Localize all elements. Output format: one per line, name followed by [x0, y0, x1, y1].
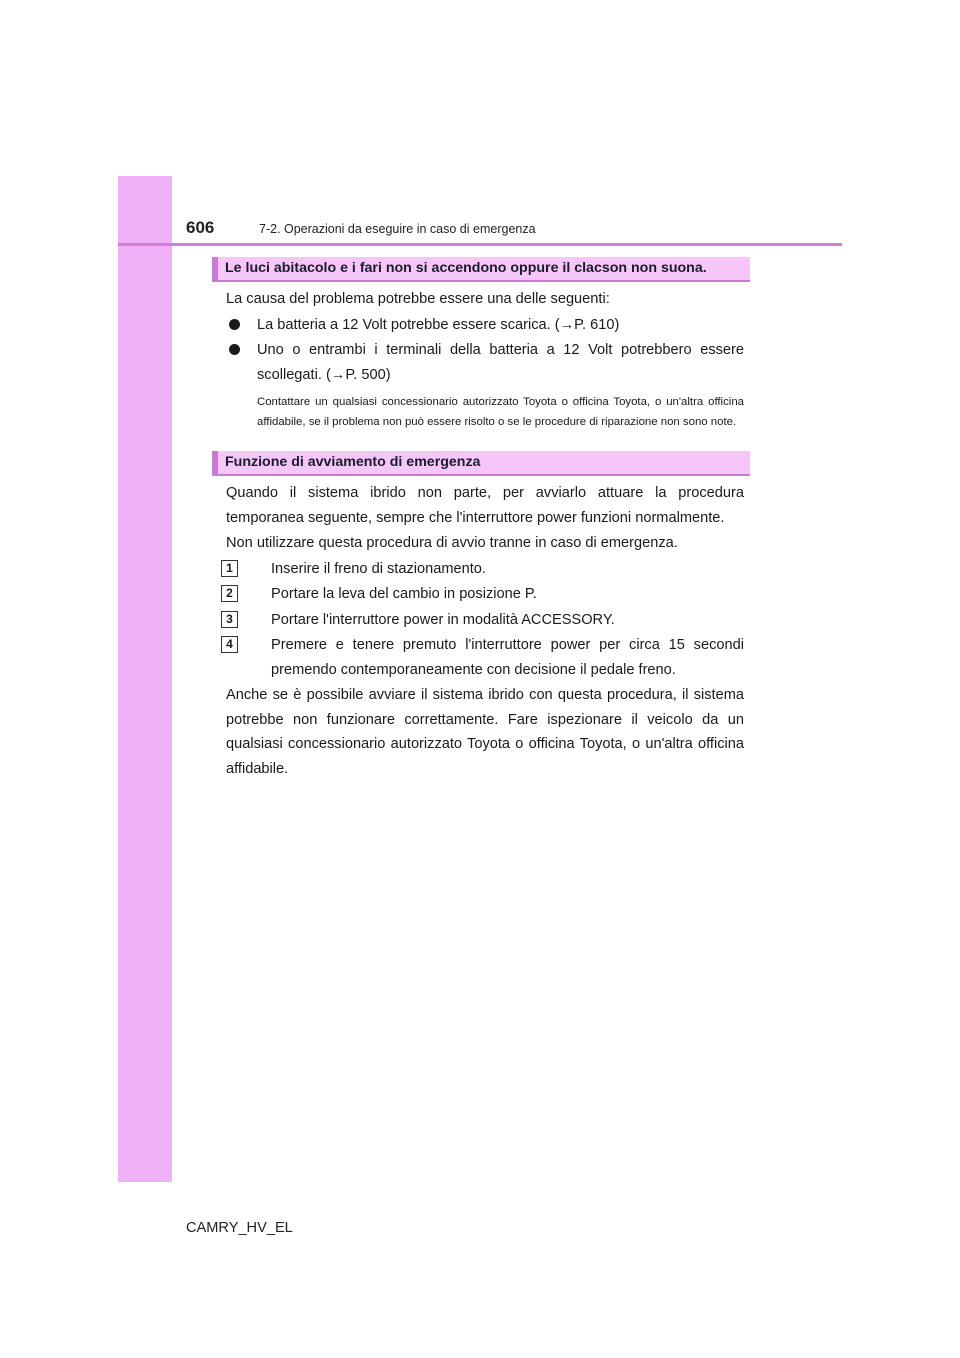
step-number-badge: 4 — [221, 636, 238, 653]
heading-lights-horn: Le luci abitacolo e i fari non si accendono oppure il clacson non suona. — [212, 257, 750, 282]
step-text: Portare l'interruttore power in modalità ACCESSORY. — [271, 611, 615, 628]
step-item — [226, 633, 744, 682]
step-number-badge: 2 — [221, 585, 238, 602]
step-number-badge: 1 — [221, 560, 238, 577]
emergency-caution: Anche se è possibile avviare il sistema ibrido con questa procedura, il sistema potrebbe non funzionare correttamente. Fare ispezionare il veicolo da un qualsiasi concessionario autorizzato Toyota o officina Toyota, o un'altra officina affidabile. — [226, 687, 744, 777]
section-lights-horn — [226, 287, 744, 432]
step-text: Premere e tenere premuto l'interruttore power per circa 15 secondi premendo contemporaneamente con decisione il pedale freno. — [271, 637, 744, 678]
step-item — [226, 582, 744, 607]
bullet-dot-icon — [229, 319, 240, 330]
bullet-text: Uno o entrambi i terminali della batteria a 12 Volt potrebbero essere scollegati. (→P. 500) — [257, 342, 744, 383]
step-text: Portare la leva del cambio in posizione P. — [271, 586, 537, 602]
step-number-badge: 3 — [221, 611, 238, 628]
heading-emergency-start: Funzione di avviamento di emergenza — [212, 451, 750, 476]
chapter-sidebar — [118, 176, 172, 1182]
document-code: CAMRY_HV_EL — [186, 1220, 293, 1236]
page-number: 606 — [186, 218, 215, 237]
header-divider — [118, 243, 842, 246]
emergency-intro: Quando il sistema ibrido non parte, per avviarlo attuare la procedura temporanea seguente, sempre che l'interruttore power funzioni normalmente. — [226, 485, 744, 526]
bullet-text: La batteria a 12 Volt potrebbe essere scarica. (→P. 610) — [257, 316, 620, 333]
section-title: 7-2. Operazioni da eseguire in caso di emergenza — [259, 222, 536, 236]
step-text: Inserire il freno di stazionamento. — [271, 560, 486, 577]
emergency-warning: Non utilizzare questa procedura di avvio tranne in caso di emergenza. — [226, 535, 678, 551]
bullet-dot-icon — [229, 344, 240, 355]
dealer-note: Contattare un qualsiasi concessionario autorizzato Toyota o officina Toyota, o un'altra officina affidabile, se il problema non può essere risolto o se le procedure di riparazione non sono note. — [257, 396, 744, 428]
step-item — [226, 557, 744, 582]
bullet-item — [226, 313, 744, 338]
step-item — [226, 608, 744, 633]
cause-intro: La causa del problema potrebbe essere una delle seguenti: — [226, 291, 610, 307]
section-emergency-start — [226, 481, 744, 781]
bullet-item — [226, 338, 744, 387]
